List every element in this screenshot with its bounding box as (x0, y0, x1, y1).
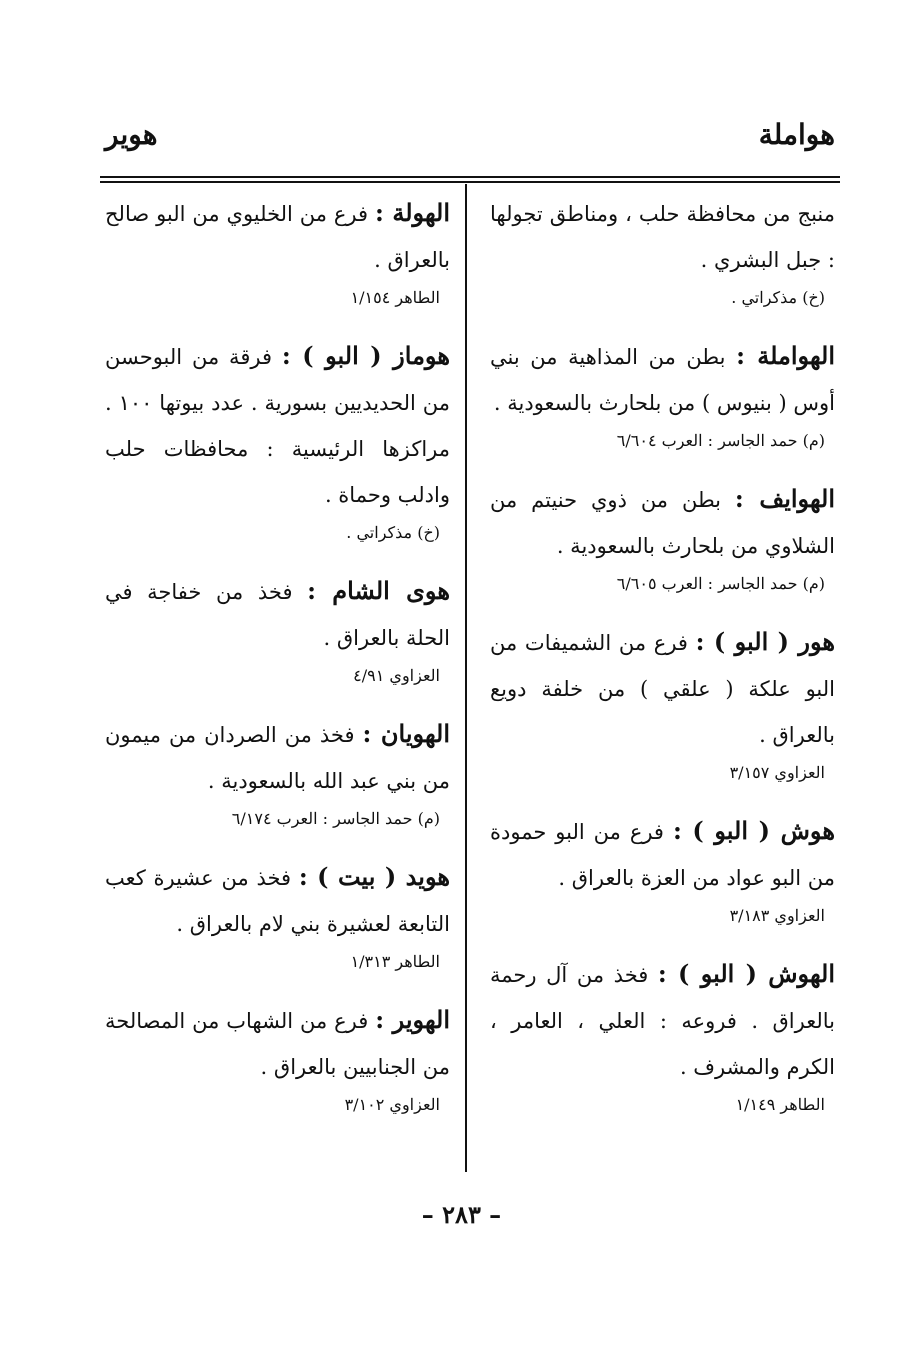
entry-body: فرع من البو حمودة من البو عواد من العزة بالعراق . (490, 820, 835, 890)
entry-headword: الهوايف : (734, 484, 835, 513)
running-header-left: هوير (105, 118, 158, 151)
entry-headword: هويد ( بيت ) : (298, 862, 450, 891)
entry-text (490, 333, 835, 426)
page-number: – ٢٨٣ – (421, 1200, 502, 1229)
entry-headword: الهوير : (375, 1005, 450, 1034)
entry-source: (م) حمد الجاسر : العرب ٦/١٧٤ (231, 809, 440, 828)
entry-body: فرع من الخليوي من البو صالح بالعراق . (105, 202, 450, 272)
entry-text (490, 808, 835, 901)
entry-body: فرقة من البوحسن من الحديديين بسورية . عدد بيوتها ١٠٠ . مراكزها الرئيسية : محافظات حلب وادلب وحماة . (105, 345, 450, 507)
entry-headword: هوماز ( البو ) : (281, 341, 450, 370)
entry-body: بطن من ذوي حنيتم من الشلاوي من بلحارث بالسعودية . (490, 488, 835, 558)
entry-headword: الهولة : (374, 198, 450, 227)
entry-source: (خ) مذكراتي . (731, 288, 825, 307)
entry-text (105, 997, 450, 1090)
entry-source: (خ) مذكراتي . (346, 523, 440, 542)
entry-text (490, 951, 835, 1090)
entry-text (490, 190, 835, 283)
entry-text (490, 619, 835, 758)
entry (105, 997, 450, 1120)
entry (105, 190, 450, 313)
entry-headword: الهويان : (362, 719, 450, 748)
entry-headword: الهواملة : (736, 341, 835, 370)
entry-body: فخذ من عشيرة كعب التابعة لعشيرة بني لام بالعراق . (105, 866, 450, 936)
entry (490, 619, 835, 788)
entry-body: فرع من الشهاب من المصالحة من الجنابيين بالعراق . (105, 1009, 450, 1079)
entry-body: فخذ من خفاجة في الحلة بالعراق . (105, 580, 450, 650)
entry (490, 476, 835, 599)
running-header-right: هواملة (758, 118, 835, 151)
entry (490, 190, 835, 313)
entry-headword: هوش ( البو ) : (672, 816, 835, 845)
entry-headword: هوى الشام : (307, 576, 450, 605)
entry (105, 568, 450, 691)
entry (105, 854, 450, 977)
right-column (490, 190, 835, 1140)
entry-headword: هور ( البو ) : (695, 627, 835, 656)
entry (105, 333, 450, 548)
entry-text (105, 568, 450, 661)
entry-text (105, 190, 450, 283)
header-rule-top (100, 176, 840, 178)
entry (490, 951, 835, 1120)
entry (490, 808, 835, 931)
entry-source: الطاهر ١/١٥٤ (350, 288, 440, 307)
entry-source: العزاوي ٤/٩١ (353, 666, 440, 685)
entry-source: الطاهر ١/٣١٣ (350, 952, 440, 971)
header-rule-bottom (100, 181, 840, 183)
entry-source: العزاوي ٣/١٠٢ (344, 1095, 440, 1114)
entry-source: (م) حمد الجاسر : العرب ٦/٦٠٥ (616, 574, 825, 593)
entry (490, 333, 835, 456)
entry-text (105, 854, 450, 947)
entry-source: (م) حمد الجاسر : العرب ٦/٦٠٤ (616, 431, 825, 450)
entry-body: فخذ من آل رحمة بالعراق . فروعه : العلي ، العامر ، الكرم والمشرف . (490, 963, 835, 1079)
entry-body: فخذ من الصردان من ميمون من بني عبد الله بالسعودية . (105, 723, 450, 793)
left-column (105, 190, 450, 1140)
entry (105, 711, 450, 834)
entry-text (105, 333, 450, 518)
entry-text (490, 476, 835, 569)
entry-source: الطاهر ١/١٤٩ (735, 1095, 825, 1114)
entry-body: منبج من محافظة حلب ، ومناطق تجولها : جبل البشري . (490, 202, 835, 272)
entry-source: العزاوي ٣/١٥٧ (729, 763, 825, 782)
entry-source: العزاوي ٣/١٨٣ (729, 906, 825, 925)
entry-body: بطن من المذاهية من بني أوس ( بنيوس ) من بلحارث بالسعودية . (490, 345, 835, 415)
entry-text (105, 711, 450, 804)
entry-body: فرع من الشميفات من البو علكة ( علقي ) من خلفة دويع بالعراق . (490, 631, 835, 747)
entry-headword: الهوش ( البو ) : (657, 959, 835, 988)
column-divider (465, 184, 467, 1172)
